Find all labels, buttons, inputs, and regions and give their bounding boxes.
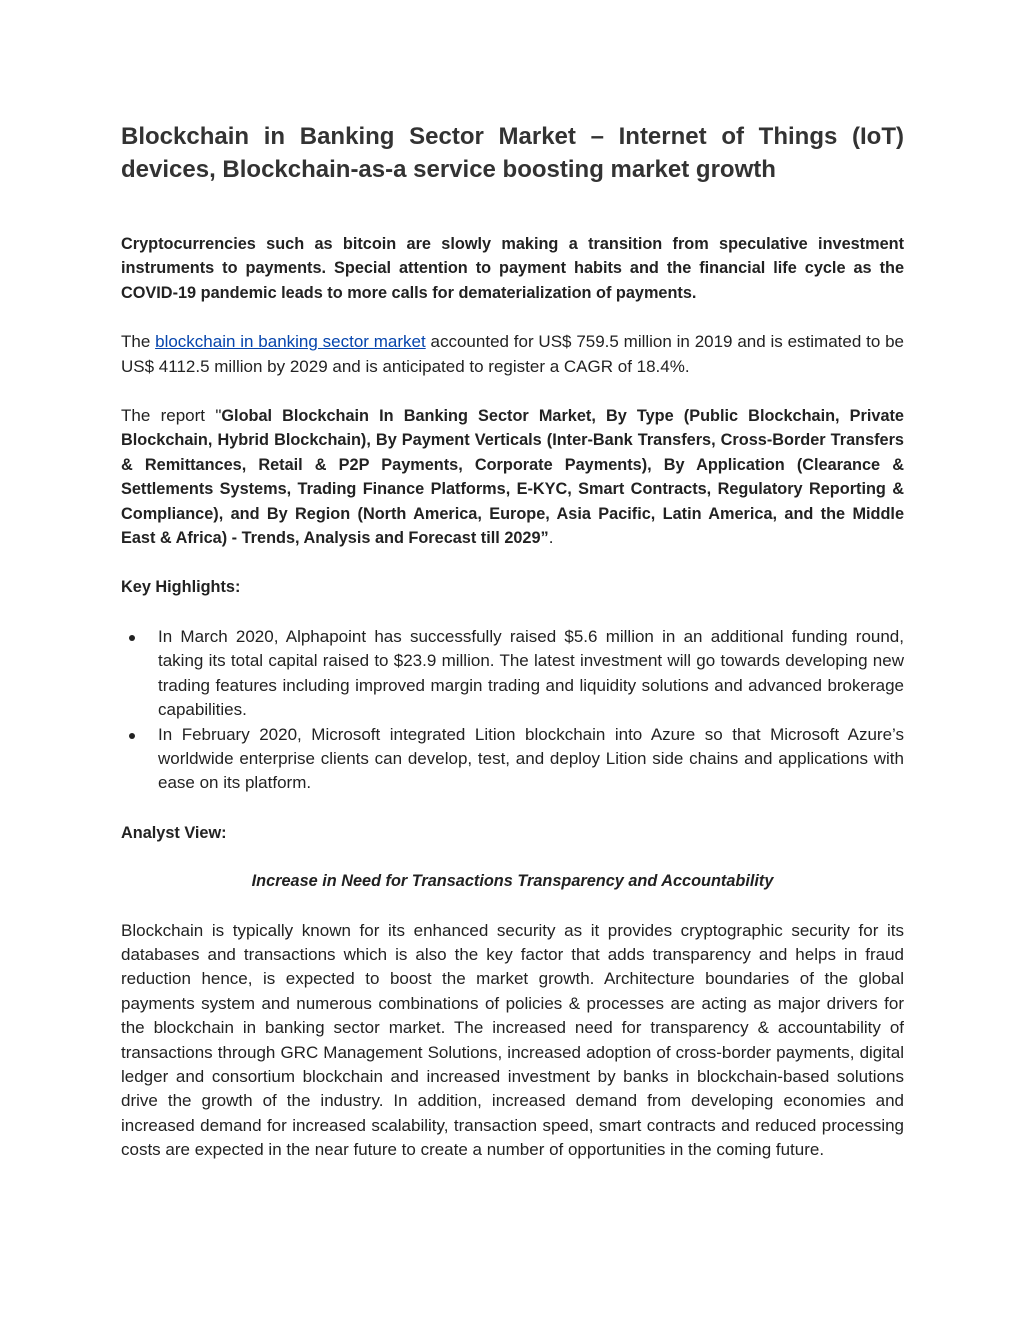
market-prefix: The xyxy=(121,332,156,352)
analyst-view-heading: Analyst View: xyxy=(121,823,227,842)
key-highlights-heading: Key Highlights: xyxy=(121,578,241,597)
bullet-icon xyxy=(129,733,135,739)
document-page xyxy=(121,120,904,1163)
list-item-text: In February 2020, Microsoft integrated Lition blockchain into Azure so that Microsoft Azure’s worldwide enterprise clients can develop, test, and deploy Lition side chains and applications with ease on its platform. xyxy=(158,724,904,793)
market-suffix: accounted for US$ 759.5 million in 2019 and is estimated to be US$ 4112.5 million by 2029 and is anticipated to register a CAGR of 18.4%. xyxy=(121,332,904,376)
page-title: Blockchain in Banking Sector Market – Internet of Things (IoT) devices, Blockchain-as-a service boosting market growth xyxy=(121,123,904,183)
bullet-icon xyxy=(129,635,135,641)
key-highlights-list xyxy=(121,625,904,796)
report-suffix: . xyxy=(548,528,554,548)
list-item xyxy=(121,625,904,723)
report-title: Global Blockchain In Banking Sector Market, By Type (Public Blockchain, Private Blockchain, Hybrid Blockchain), By Payment Verticals (Inter-Bank Transfers, Cross-Border Transfers & Remittances, Retail & P2P Payments, Corporate Payments), By Application (Clearance & Settlements Systems, Trading Finance Platforms, E-KYC, Smart Contracts, Regulatory Reporting & Compliance), and By Region (North America, Europe, Asia Pacific, Latin America, and the Middle East & Africa) - Trends, Analysis and Forecast till 2029” xyxy=(121,407,904,548)
report-paragraph xyxy=(121,404,904,550)
intro-paragraph: Cryptocurrencies such as bitcoin are slowly making a transition from speculative investment instruments to payments. Special attention to payment habits and the financial life cycle as the COVID-19 pandemic leads to more calls for dematerialization of payments. xyxy=(121,235,904,302)
list-item xyxy=(121,723,904,796)
market-link[interactable]: blockchain in banking sector market xyxy=(155,332,426,352)
report-prefix: The report " xyxy=(121,406,222,426)
list-item-text: In March 2020, Alphapoint has successfully raised $5.6 million in an additional funding round, taking its total capital raised to $23.9 million. The latest investment will go towards developing new trading features including improved margin trading and liquidity solutions and advanced brokerage capabilities. xyxy=(158,626,904,720)
analyst-body-paragraph: Blockchain is typically known for its enhanced security as it provides cryptographic security for its databases and transactions which is also the key factor that adds transparency and helps in fraud reduction hence, is expected to boost the market growth. Architecture boundaries of the global payments system and numerous combinations of policies & processes are acting as major drivers for the blockchain in banking sector market. The increased need for transparency & accountability of transactions through GRC Management Solutions, increased adoption of cross-border payments, digital ledger and consortium blockchain and increased investment by banks in blockchain-based solutions drive the growth of the industry. In addition, increased demand from developing economies and increased demand for increased scalability, transaction speed, smart contracts and reduced processing costs are expected in the near future to create a number of opportunities in the coming future. xyxy=(121,920,904,1160)
market-size-paragraph xyxy=(121,330,904,379)
analyst-subheading: Increase in Need for Transactions Transparency and Accountability xyxy=(251,872,774,891)
